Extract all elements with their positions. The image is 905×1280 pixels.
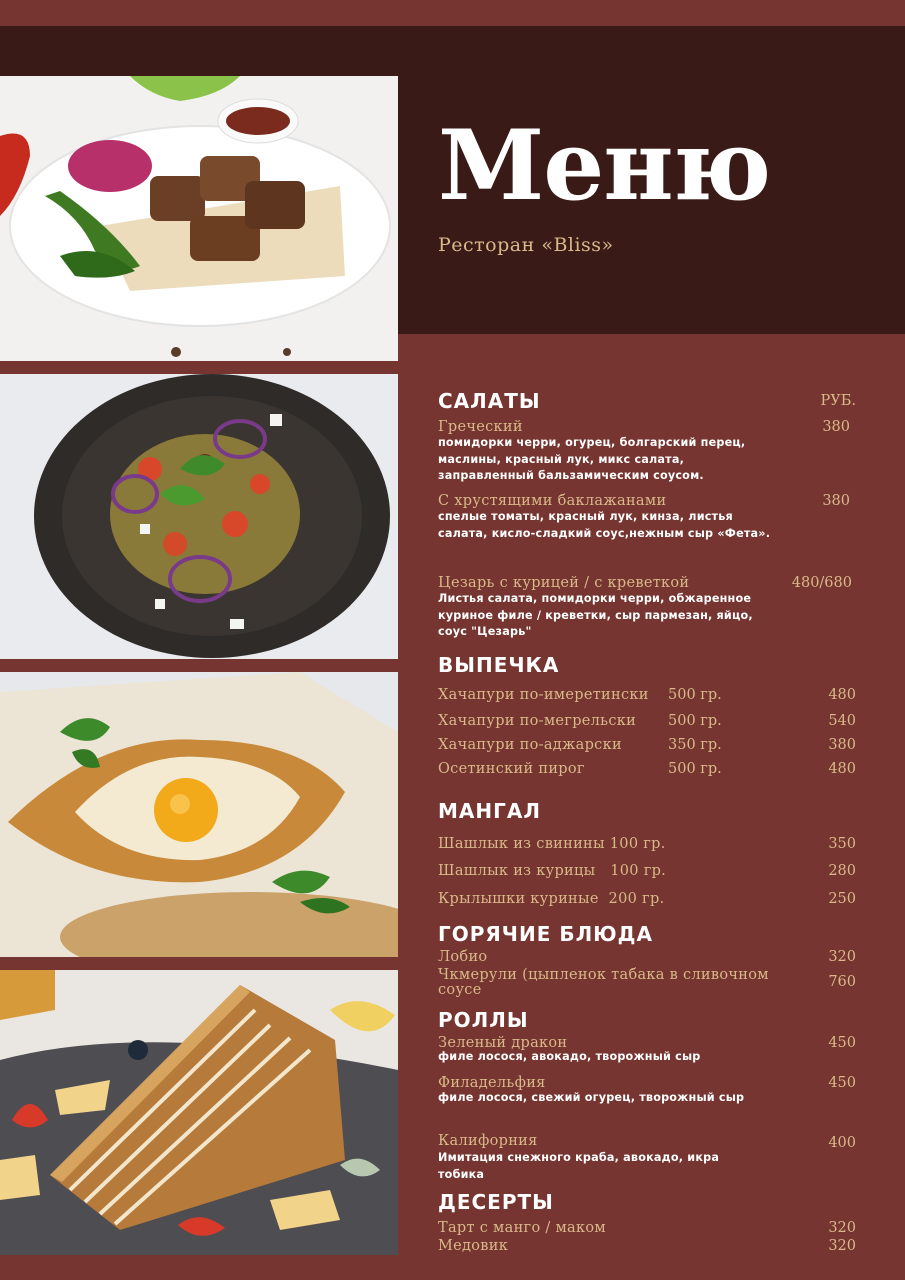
salad-description: помидорки черри, огурец, болгарский перец, маслины, красный лук, микс салата, заправленный бальзамическим соусом. <box>438 436 746 482</box>
pastry-name: Хачапури по-мегрельски <box>438 713 637 729</box>
section-title-grill: МАНГАЛ <box>438 799 541 823</box>
dessert-price: 320 <box>828 1238 856 1254</box>
section-title-hot: ГОРЯЧИЕ БЛЮДА <box>438 922 653 946</box>
grill-name: Шашлык из свинины 100 гр. <box>438 836 666 852</box>
photo-medovik <box>0 970 398 1255</box>
pastry-weight: 500 гр. <box>668 687 722 703</box>
grill-price: 280 <box>828 863 856 879</box>
roll-description: филе лосося, свежий огурец, творожный сыр <box>438 1091 745 1104</box>
salad-description: Листья салата, помидорки черри, обжаренное куриное филе / креветки, сыр пармезан, яйцо, соус "Цезарь" <box>438 592 753 638</box>
pastry-price: 480 <box>828 761 856 777</box>
roll-name: Зеленый дракон <box>438 1035 568 1051</box>
pastry-price: 540 <box>828 713 856 729</box>
section-title-salads: САЛАТЫ <box>438 389 541 413</box>
dessert-price: 320 <box>828 1220 856 1236</box>
photo-salad <box>0 374 398 659</box>
salad-name: Цезарь с курицей / с креветкой <box>438 575 690 591</box>
pastry-price: 380 <box>828 737 856 753</box>
pastry-price: 480 <box>828 687 856 703</box>
grill-price: 350 <box>828 836 856 852</box>
salad-name: С хрустящими баклажанами <box>438 493 667 509</box>
roll-name: Калифорния <box>438 1133 538 1149</box>
pastry-weight: 500 гр. <box>668 713 722 729</box>
roll-price: 400 <box>828 1135 856 1151</box>
hot-dish-price: 760 <box>828 974 856 990</box>
currency-label: РУБ. <box>820 393 856 409</box>
dessert-name: Медовик <box>438 1238 509 1254</box>
pastry-name: Хачапури по-аджарски <box>438 737 622 753</box>
restaurant-subtitle: Ресторан «Bliss» <box>438 234 614 256</box>
pastry-name: Хачапури по-имеретински <box>438 687 649 703</box>
dessert-name: Тарт с манго / маком <box>438 1220 606 1236</box>
pastry-weight: 350 гр. <box>668 737 722 753</box>
grill-price: 250 <box>828 891 856 907</box>
pastry-weight: 500 гр. <box>668 761 722 777</box>
salad-name: Греческий <box>438 419 523 435</box>
section-title-pastry: ВЫПЕЧКА <box>438 653 560 677</box>
salad-price: 380 <box>822 419 850 435</box>
roll-description: Имитация снежного краба, авокадо, икра тобика <box>438 1151 720 1181</box>
hot-dish-price: 320 <box>828 949 856 965</box>
salad-description: спелые томаты, красный лук, кинза, листья салата, кисло-сладкий соус,нежным сыр «Фета». <box>438 510 771 540</box>
photo-khachapuri <box>0 672 398 957</box>
photo-grilled-meat <box>0 76 398 361</box>
salad-price: 480/680 <box>791 575 852 591</box>
hot-dish-name-continued: соусе <box>438 982 482 998</box>
pastry-name: Осетинский пирог <box>438 761 585 777</box>
roll-name: Филадельфия <box>438 1075 546 1091</box>
section-title-desserts: ДЕСЕРТЫ <box>438 1190 554 1214</box>
menu-title: Меню <box>438 109 771 222</box>
hot-dish-name: Чкмерули (цыпленок табака в сливочном <box>438 967 769 983</box>
grill-name: Крылышки куриные 200 гр. <box>438 891 665 907</box>
grill-name: Шашлык из курицы 100 гр. <box>438 863 667 879</box>
section-title-rolls: РОЛЛЫ <box>438 1008 529 1032</box>
roll-price: 450 <box>828 1075 856 1091</box>
salad-price: 380 <box>822 493 850 509</box>
roll-description: филе лосося, авокадо, творожный сыр <box>438 1050 701 1063</box>
roll-price: 450 <box>828 1035 856 1051</box>
hot-dish-name: Лобио <box>438 949 488 965</box>
